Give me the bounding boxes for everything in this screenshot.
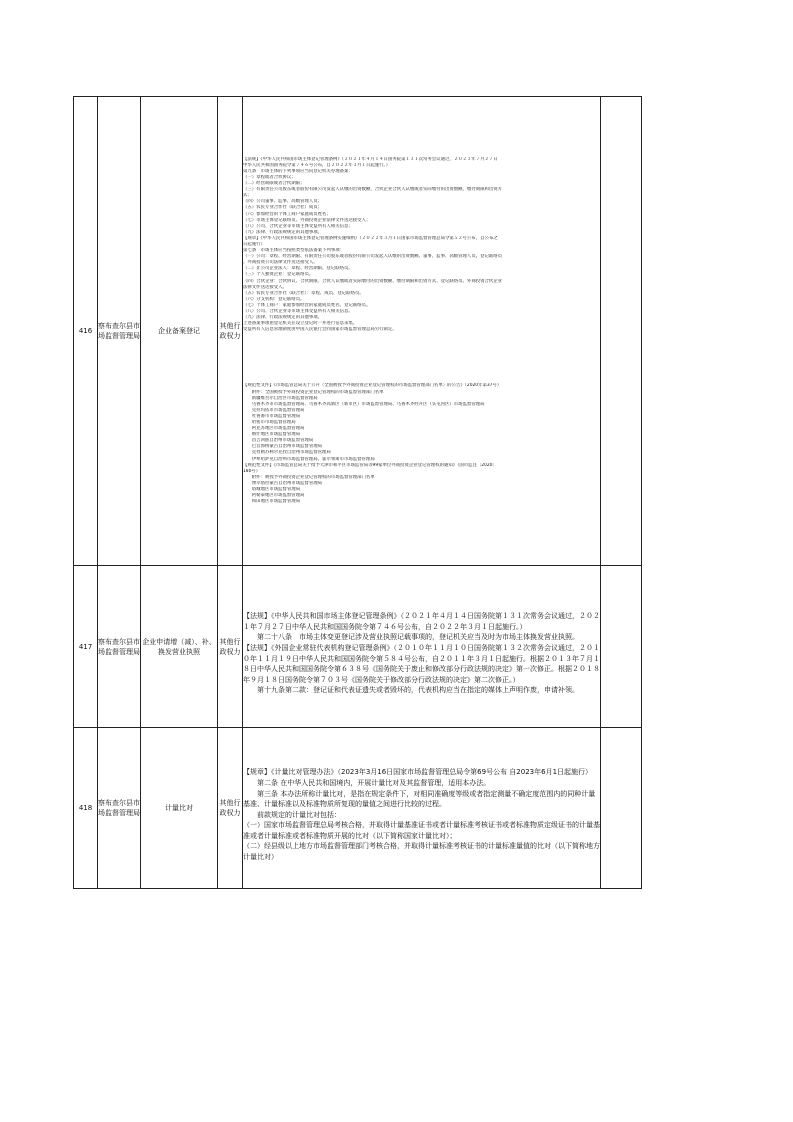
legal-basis-line: 塔城地区市场监督管理局 — [243, 487, 301, 493]
power-type: 其他行政权力 — [218, 97, 243, 566]
legal-basis-line: 法律文件送达接受人。 — [243, 284, 287, 290]
legal-basis-line: 乌鲁木齐市市场监督管理局、乌鲁木齐高新区（新市区）市场监督管理局、乌鲁木齐经开区（头屯河区）市场监督管理局 — [243, 401, 485, 407]
legal-basis-line: 克孜勒苏柯尔克孜自治州市场监督管理局 — [243, 450, 331, 456]
legal-basis-line: 第七条 市场主体应当按照类型依法备案下列事项： — [243, 248, 344, 254]
row-number: 417 — [74, 566, 98, 728]
legal-basis-text: 【规章】《计量比对管理办法》（2023年3月16日国家市场监督管理总局令第69号公布 自2023年6月1日起施行） 第二条 在中华人民共和国境内，开展计量比对及其监督管理，适用本办法。 第三条 本办法所称计量比对，是指在规定条件下，对相同准确度等级或者指定测量不确定度范围内的同种计量基准、计量标准以及标准物质所复现的量值之间进行比较的过程。 前款规定的计量比对包括： （一）国家市场监督管理总局考核合格，并取得计量基准证书或者计量标准考核证书或者标准物质定级证书的计量基准或者计量标准或者标准物质开展的比对（以下简称国家计量比对）； （二）经县级以上地方市场监督管理部门考核合格，并取得计量标准考核证书的计量标准量值的比对（以下简称地方计量比对） — [243, 768, 600, 862]
legal-basis-line: （四）公司董事、监事、高级管理人员； — [243, 199, 323, 205]
legal-basis-line: 巴音郭楞蒙古自治州市场监督管理局 — [243, 444, 323, 450]
legal-basis-line: （五）农民专业合作社（联合社）：章程、成员、登记联络员。 — [243, 290, 364, 296]
legal-basis-line: （一）章程或者合伙协议； — [243, 174, 296, 180]
legal-basis-text: 【法规】《中华人民共和国市场主体登记管理条例》（２０２１年４月１４日国务院第１３１次常务会议通过，２０２１年７月２７日中华人民共和国国务院令第７４６号公布，自２０２２年３月１日起施行。） 第二十八条 市场主体变更登记涉及营业执照记载事项的，登记机关应当及时为市场主体换发营业执照。 【法规】《外国企业常驻代表机构登记管理条例》（２０１０年１１月１０日国务院第１３２次常务会议通过，２０１０年１１月１９日中华人民共和国国务院令第５８４号公布，自２０１１年３月１日起施行。根据２０１３年７月１８日中华人民共和国国务院令第６３８号《国务院关于废止和修改部分行政法规的决定》第一次修正。根据２０１８年９月１８日国务院令第７０３号《国务院关于修改部分行政法规的决定》第二次修正。） 第十九条第二款：登记证和代表证遗失或者毁坏的，代表机构应当在指定的媒体上声明作废，申请补领。 — [243, 612, 600, 695]
legal-basis-line: 【法规】《中华人民共和国市场主体登记管理条例》（２０２１年４月１４日国务院第１３１次常务会议通过，２０２１年７月２７日 — [243, 156, 498, 162]
legal-basis-line: （九）法律、行政法规规定的其他事项。 — [243, 315, 323, 321]
legal-basis-line: 日起施行） — [243, 242, 265, 248]
table-row — [74, 728, 642, 889]
item-name: 企业申请增（减）、补、换发营业执照 — [141, 566, 218, 728]
legal-basis-line: 阿勒泰地区市场监督管理局 — [243, 493, 305, 499]
legal-basis-line: 阿克苏地区市场监督管理局 — [243, 426, 305, 432]
legal-basis-line: 和田地区市场监督管理局 — [243, 499, 301, 505]
legal-basis-line: 、外商投资公司法律文件送达接受人。 — [243, 260, 318, 266]
table-row — [74, 97, 642, 566]
spacer — [243, 597, 600, 611]
power-type: 其他行政权力 — [218, 566, 243, 728]
legal-basis-line: （二）经营期限或者合伙期限； — [243, 181, 305, 187]
table-row — [74, 566, 642, 728]
agency-name: 察布查尔县市场监督管理局 — [98, 97, 141, 566]
legal-basis-line: （八）公司、合伙企业等市场主体受益所有人相关信息； — [243, 223, 353, 229]
legal-basis-line: 附件：被授予外商投资企业登记管理权的市场监督管理部门名单 — [243, 474, 375, 480]
legal-basis-line: （七）市场主体登记联络员、外商投资企业法律文件送达接受人； — [243, 217, 371, 223]
legal-basis-block-2 — [243, 383, 600, 505]
legal-basis-line: （九）法律、行政法规规定的其他事项。 — [243, 229, 323, 235]
legal-basis-line: 博尔塔拉蒙古自治州市场监督管理局 — [243, 480, 323, 486]
legal-basis-line: （六）分支机构：登记联络员。 — [243, 296, 305, 302]
item-name: 计量比对 — [141, 728, 218, 889]
spacer — [243, 753, 600, 767]
spacer — [243, 333, 600, 383]
legal-basis-line: 180号） — [243, 468, 261, 474]
row-number: 418 — [74, 728, 98, 889]
agency-name: 察布查尔县市场监督管理局 — [98, 566, 141, 728]
legal-basis-line: （二）非公司企业法人：章程、经营期限、登记联络员。 — [243, 266, 353, 272]
legal-basis-line: 受益所有人信息管理制度由中国人民银行会同国家市场监督管理总局另行制定。 — [243, 327, 397, 333]
legal-basis-line: 【规范性文件】《市场监管总局关于公开〈全国被授予外商投资企业登记管理权的市场监督管理部门名单〉的公告》（2020年第37号） — [243, 383, 502, 389]
power-type: 其他行政权力 — [218, 728, 243, 889]
remarks-cell — [601, 728, 642, 889]
remarks-cell — [601, 566, 642, 728]
law-basis-table — [73, 96, 642, 889]
legal-basis-line: 昌吉回族自治州市场监督管理局 — [243, 438, 314, 444]
legal-basis-line: 新疆维吾尔自治区市场监督管理局 — [243, 395, 318, 401]
row-number: 416 — [74, 97, 98, 566]
legal-basis-line: （四）合伙企业：合伙协议、合伙期限、合伙人认缴或者实际缴付的出资数额、缴付期限和出资方式、登记联络员、外商投资合伙企业 — [243, 278, 503, 284]
legal-basis-line: 中华人民共和国国务院令第７４６号公布，自２０２２年３月１日起施行。） — [243, 162, 391, 168]
legal-basis-cell — [243, 97, 601, 566]
legal-basis-line: 喀什地区市场监督管理局 — [243, 432, 301, 438]
legal-basis-line: （五）农民专业合作社（联合社）成员； — [243, 205, 323, 211]
legal-basis-line: （一）公司：章程、经营期限、有限责任公司股东或者股份有限公司发起人认缴的出资数额、董事、监事、高级管理人员、登记联络员 — [243, 254, 503, 260]
remarks-cell — [601, 97, 642, 566]
legal-basis-line: 伊犁哈萨克自治州市场监督管理局、霍尔果斯市市场监督管理局 — [243, 456, 375, 462]
legal-basis-line: 第九条 市场主体的下列事项应当向登记机关办理备案： — [243, 168, 353, 174]
legal-basis-line: （七）个体工商户：家庭参加经营的家庭成员姓名、登记联络员。 — [243, 302, 371, 308]
legal-basis-cell — [243, 728, 601, 889]
legal-basis-line: 克拉玛依市市场监督管理局 — [243, 407, 305, 413]
legal-basis-line: 【规范性文件】《市场监管总局关于授予天津市和平区市场监管局等99家单位外商投资企业登记管理权的通知》（国市监注〔2020〕 — [243, 462, 497, 468]
legal-basis-line: 式； — [243, 193, 252, 199]
legal-basis-line: （三）有限责任公司股东或者股份有限公司发起人认缴的出资数额，合伙企业合伙人认缴或者实际缴付的出资数额、缴付期限和出资方 — [243, 187, 503, 193]
legal-basis-line: 吐鲁番市市场监督管理局 — [243, 413, 301, 419]
legal-basis-line: （八）公司、合伙企业等市场主体受益所有人相关信息。 — [243, 309, 353, 315]
legal-basis-line: 附件：全国被授予外商投资企业登记管理权的市场监督管理部门名单 — [243, 389, 384, 395]
legal-basis-line: （三）个人独资企业：登记联络员。 — [243, 272, 314, 278]
legal-basis-cell — [243, 566, 601, 728]
legal-basis-block-1 — [243, 157, 600, 334]
legal-basis-line: 哈密市市场监督管理局 — [243, 419, 296, 425]
item-name: 企业备案登记 — [141, 97, 218, 566]
legal-basis-line: （六）参加经营的个体工商户家庭成员姓名； — [243, 211, 331, 217]
legal-basis-line: 【规章】《中华人民共和国市场主体登记管理条例实施细则》（２０２２年３月１日国家市场监督管理总局令第５２号公布，自公布之 — [243, 235, 498, 241]
legal-basis-line: 上述备案事项由登记机关在设立登记时一并进行信息采集。 — [243, 321, 358, 327]
agency-name: 察布查尔县市场监督管理局 — [98, 728, 141, 889]
